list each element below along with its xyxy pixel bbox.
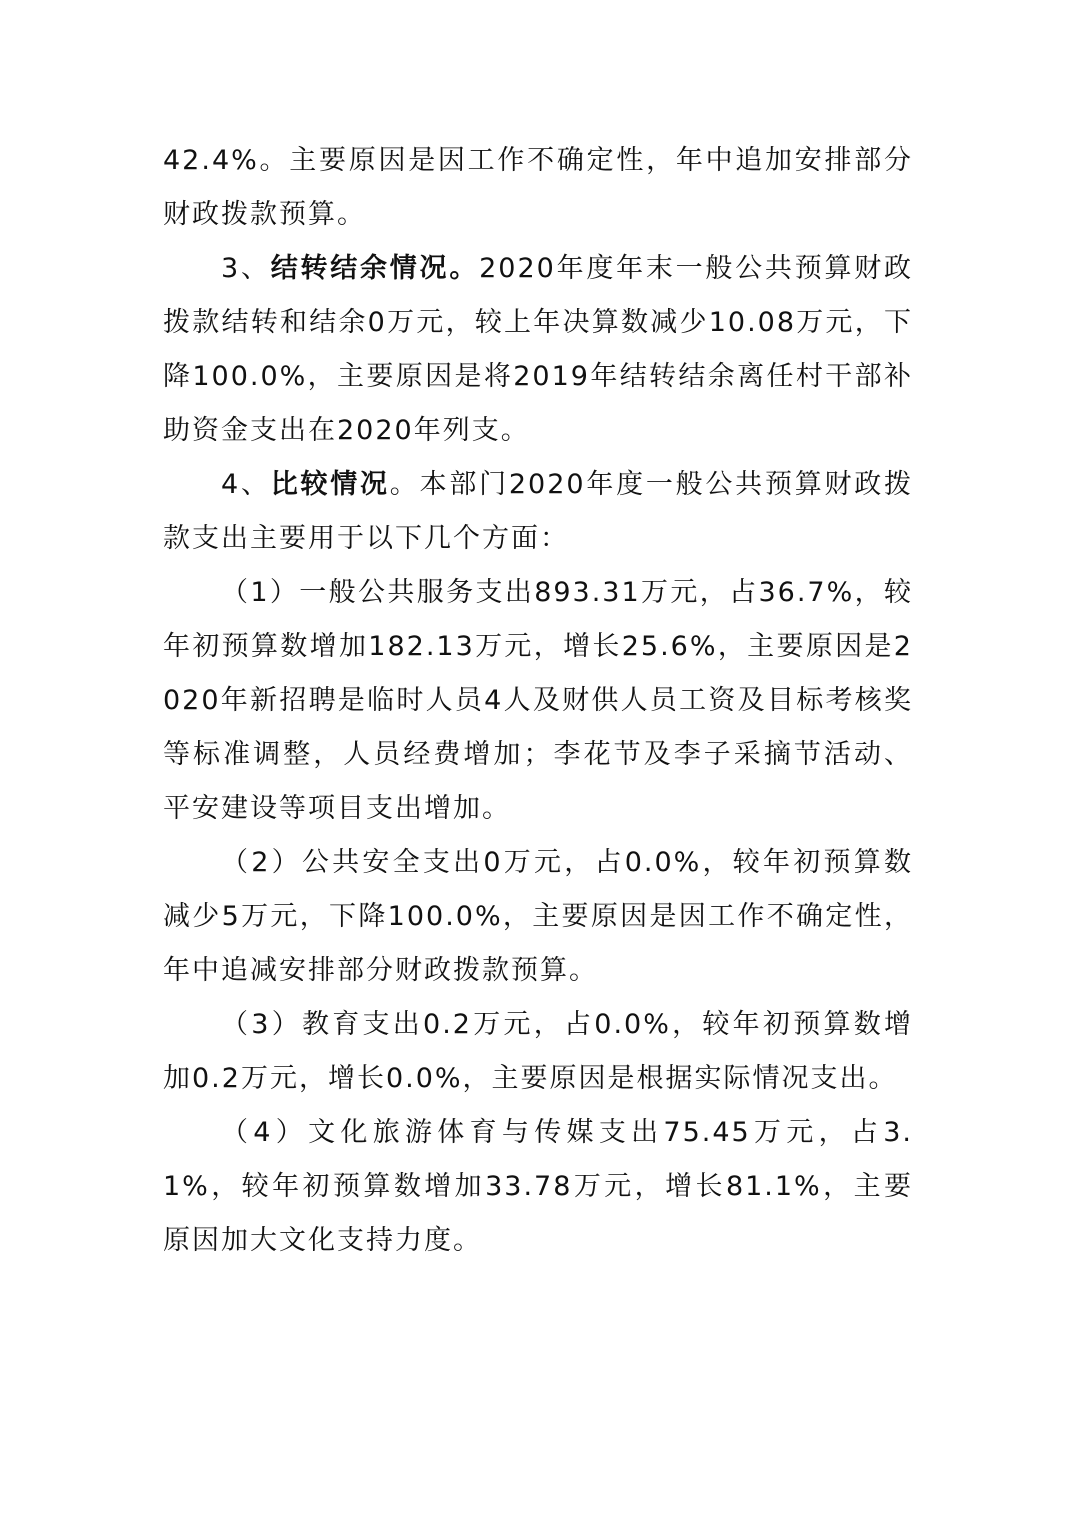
section-heading: 结转结余情况。 [270, 253, 480, 284]
section-number: 3、 [221, 253, 271, 284]
document-page [163, 134, 913, 1268]
paragraph-carryover-balance [163, 242, 913, 458]
paragraph-text: （3）教育支出0.2万元，占0.0%，较年初预算数增加0.2万元，增长0.0%，主要原因是根据实际情况支出。 [163, 1009, 913, 1094]
paragraph-text: 2020年度年末一般公共预算财政拨款结转和结余0万元，较上年决算数减少10.08万元，下降100.0%，主要原因是将2019年结转结余离任村干部补助资金支出在2020年列支。 [163, 253, 914, 446]
paragraph-text: 。本部门2020年度一般公共预算财政拨款支出主要用于以下几个方面： [163, 469, 914, 554]
paragraph-text: （2）公共安全支出0万元，占0.0%，较年初预算数减少5万元，下降100.0%，主要原因是因工作不确定性，年中追减安排部分财政拨款预算。 [163, 847, 913, 986]
section-number: 4、 [221, 469, 271, 500]
paragraph-continuation [163, 134, 913, 242]
paragraph-item-culture-tourism [163, 1106, 913, 1268]
paragraph-text: （1）一般公共服务支出893.31万元，占36.7%，较年初预算数增加182.13万元，增长25.6%，主要原因是2020年新招聘是临时人员4人及财供人员工资及目标考核奖等标准调整，人员经费增加；李花节及李子采摘节活动、平安建设等项目支出增加。 [163, 577, 913, 824]
paragraph-item-general-public-services [163, 566, 913, 836]
paragraph-comparison [163, 458, 913, 566]
paragraph-item-education [163, 998, 913, 1106]
paragraph-text: （4）文化旅游体育与传媒支出75.45万元，占3.1%，较年初预算数增加33.78万元，增长81.1%，主要原因加大文化支持力度。 [163, 1117, 913, 1256]
paragraph-text: 42.4%。主要原因是因工作不确定性，年中追加安排部分财政拨款预算。 [163, 145, 913, 230]
paragraph-item-public-security [163, 836, 913, 998]
section-heading: 比较情况 [270, 469, 390, 500]
